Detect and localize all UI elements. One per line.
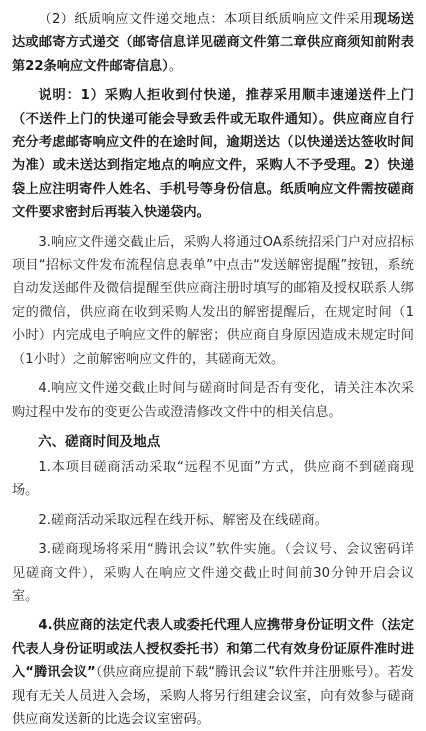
submission-location-text: （2）纸质响应文件递交地点：本项目纸质响应文件采用 xyxy=(38,12,374,27)
deadline-change-paragraph: 4.响应文件递交截止时间与磋商时间是否有变化，请关注本次采购过程中发布的变更公告或澄清修改文件中的相关信息。 xyxy=(12,381,414,420)
consultation-item-4-bold: 4.供应商的法定代表人或委托代理人应携带身份证明文件（法定代表人身份证明或法人授权委托书）和第二代有效身份证原件准时进入 xyxy=(12,618,414,681)
consultation-item-4 xyxy=(12,614,414,731)
decryption-paragraph: 3.响应文件递交截止后，采购人将通过OA系统招采门户对应招标项目“招标文件发布流程信息表单”中点击“发送解密提醒”按钮，系统自动发送邮件及微信提醒至供应商注册时填写的邮箱及授权联系人绑定的微信，供应商在收到采购人发出的解密提醒后，在规定时间（1小时）内完成电子响应文件的解密；供应商自身原因造成未规定时间（1小时）之前解密响应文件的，其磋商无效。 xyxy=(12,234,414,367)
consultation-item-4-rest: （供应商应提前下载“腾讯会议”软件并注册账号）。若发现有无关人员进入会场，采购人将另行组建会议室，向有效参与磋商供应商发送新的比选会议室密码。 xyxy=(12,665,414,727)
courier-note-label: 说明： xyxy=(38,88,81,104)
courier-note-text: 1）采购人拒收到付快递，推荐采用顺丰速递送件上门（不送件上门的快递可能会导致丢件或无取件通知）。供应商应自行充分考虑邮寄响应文件的在途时间，逾期送达（以快递送达签收时间为准）或未送达到指定地点的响应文件，采购人不予受理。2）快递袋上应注明寄件人姓名、手机号等身份信息。纸质响应文件需按磋商文件要求密封后再装入快递袋内。 xyxy=(12,88,414,221)
submission-location-end: 。 xyxy=(168,58,183,74)
section-heading-consultation: 六、磋商时间及地点 xyxy=(38,433,161,450)
consultation-item-1: 1.本项目磋商活动采取“远程不见面”方式，供应商不到磋商现场。 xyxy=(12,459,414,499)
consultation-item-2: 2.磋商活动采取远程在线开标、解密及在线磋商。 xyxy=(38,512,328,528)
courier-note-paragraph xyxy=(12,84,414,224)
submission-location-paragraph xyxy=(12,8,414,78)
submission-location-bold: 现场送达或邮寄方式递交（邮寄信息详见磋商文件第二章供应商须知前附表第22条响应文件邮寄信息） xyxy=(12,12,414,74)
consultation-item-3: 3.磋商现场将采用“腾讯会议”软件实施。（会议号、会议密码详见磋商文件），采购人在响应文件递交截止时间前30分钟开启会议室。 xyxy=(12,542,414,604)
tencent-meeting-bold: “腾讯会议” xyxy=(25,665,96,681)
